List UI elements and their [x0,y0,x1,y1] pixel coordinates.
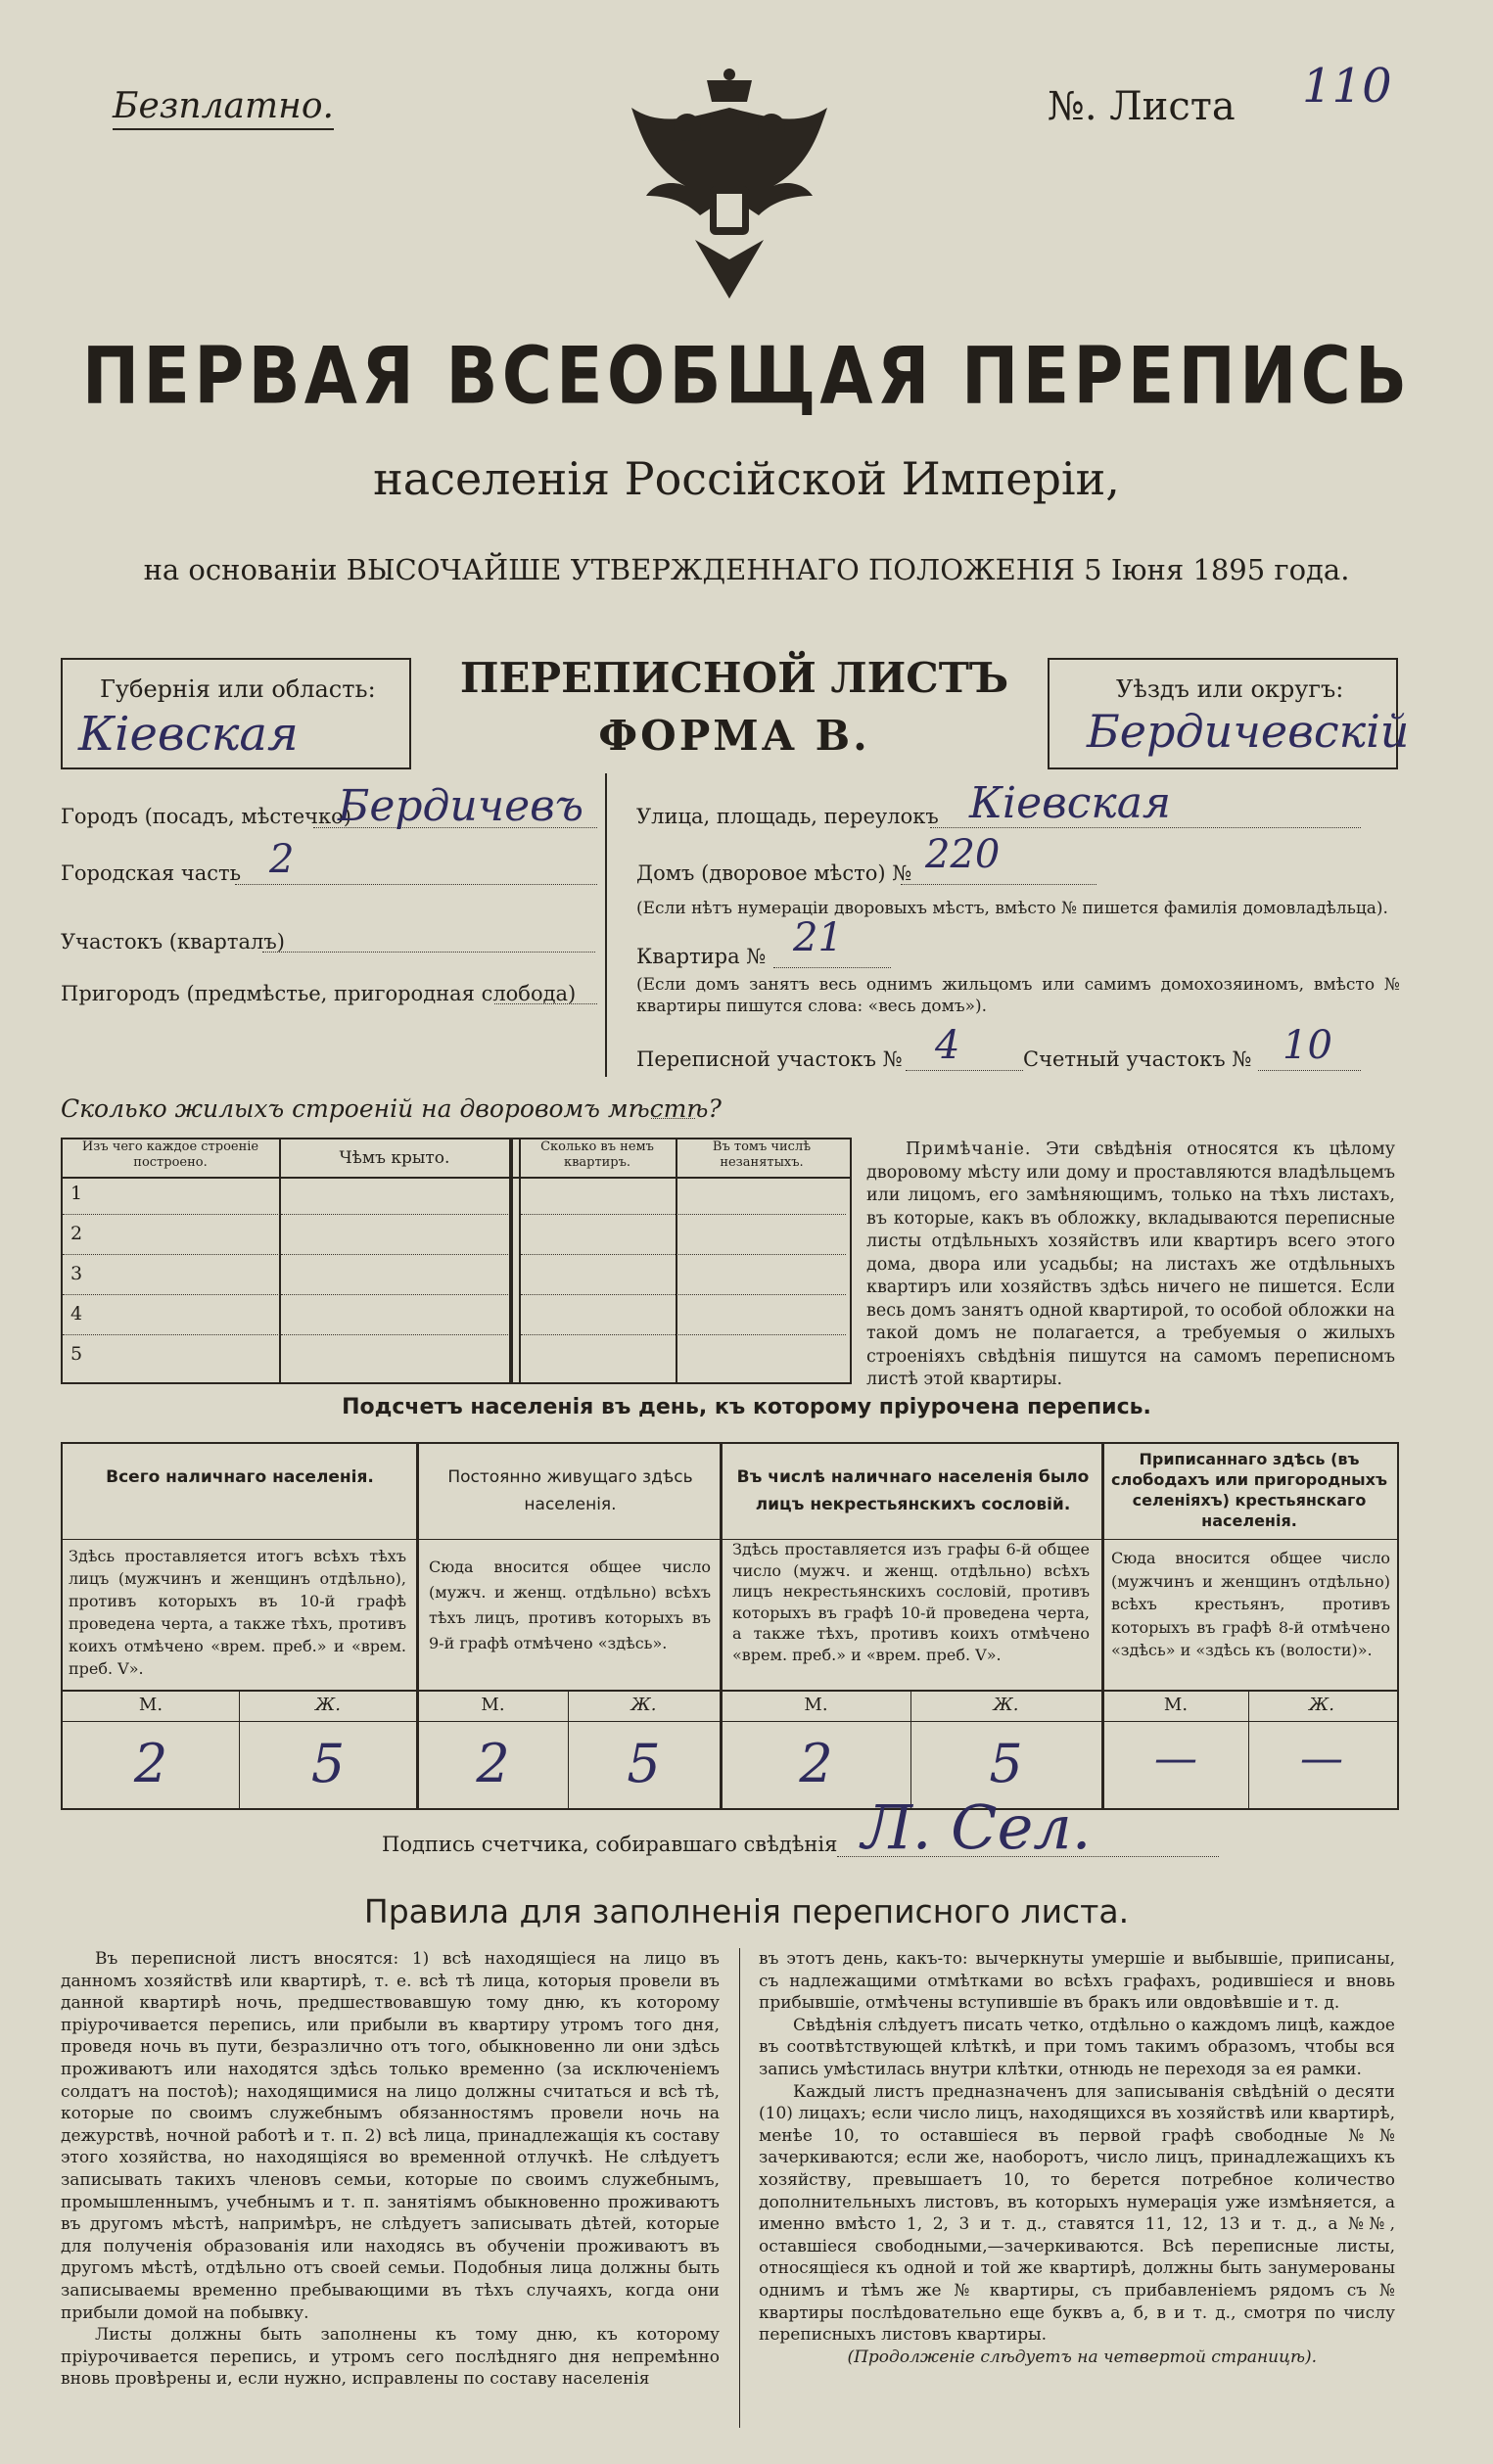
pop-col2-f-label: Ж. [630,1695,657,1715]
buildings-note-text: Эти свѣдѣнія относятся къ цѣлому дворовому мѣсту или дому и проставляются владѣльцемъ или лицомъ, его замѣняющимъ, только на тѣхъ листахъ, въ которые, какъ въ обложку, вкладываются переписные листы отдѣльныхъ хозяйствъ или квартиръ всего этого дома, двора или усадьбы; на листахъ же отдѣльныхъ квартиръ или хозяйствъ здѣсь ничего не пишется. Если весь домъ занятъ одной квартирой, то особой обложки на такой домъ не полагается, а требуемыя о жилыхъ строеніяхъ свѣдѣнія пишутся на самомъ переписномъ листѣ этой квартиры. [866,1139,1395,1389]
main-title: ПЕРВАЯ ВСЕОБЩАЯ ПЕРЕПИСЬ [81,329,1412,423]
population-title: Подсчетъ населенія въ день, къ которому пріурочена перепись. [342,1395,1151,1419]
count-district-label: Счетный участокъ № [1023,1047,1252,1071]
city-value: Бердичевъ [338,781,584,831]
rules-continuation: (Продолженіе слѣдуетъ на четвертой страницѣ). [847,2347,1317,2367]
pop-col3-f-label: Ж. [993,1695,1019,1715]
pop-col2-m-value: 2 [476,1733,510,1794]
province-label: Губернія или область: [100,675,376,703]
rules-left-column [61,1948,720,2391]
imperial-eagle-icon [627,69,832,313]
street-label: Улица, площадь, переулокъ [636,805,939,828]
rules-right-para3: Каждый листъ предназначенъ для записыванія свѣдѣній о десяти (10) лицахъ; если число лицъ, находящихся въ хозяйствѣ или квартирѣ, менѣе 10, то оставшіеся въ первой графѣ свободные №№ зачеркиваются; если же, наоборотъ, число лицъ, принадлежащихъ къ хозяйству, превышаетъ 10, то берется потребное количество дополнительныхъ листовъ, въ которыхъ нумерація уже измѣняется, а именно вмѣсто 1, 2, 3 и т. д., ставятся 11, 12, 13 и т. д., а №№, оставшіеся свободными,—зачеркиваются. Всѣ переписные листы, относящіеся къ одной и той же квартирѣ, должны быть занумерованы однимъ и тѣмъ же № квартиры, съ прибавленіемъ рядомъ съ № квартиры послѣдовательно еще буквъ а, б, в и т. д., смотря по числу переписныхъ листовъ квартиры. [759,2081,1395,2346]
count-district-value: 10 [1283,1023,1332,1068]
street-value: Кіевская [969,778,1172,828]
rules-right-column [759,1948,1395,2368]
pop-col3-f-value: 5 [989,1733,1023,1794]
city-part-label: Городская часть [61,861,242,885]
house-label: Домъ (дворовое мѣсто) № [636,861,912,885]
district-value: Бердичевскій [1087,705,1410,758]
buildings-head-material: Изъ чего каждое строеніе построено. [81,1139,259,1170]
pop-col3-m-value: 2 [799,1733,833,1794]
district-label: Уѣздъ или округъ: [1116,675,1344,703]
buildings-table [61,1138,852,1384]
buildings-head-apartments: Сколько въ немъ квартиръ. [540,1139,654,1170]
apartment-value: 21 [793,915,843,960]
signature-label: Подпись счетчика, собиравшаго свѣдѣнія [382,1833,838,1856]
pop-col2-head: Постоянно живущаго здѣсь населенія. [447,1467,693,1514]
legal-basis: на основаніи ВЫСОЧАЙШЕ УТВЕРЖДЕННАГО ПОЛОЖЕНІЯ 5 Іюня 1895 года. [143,553,1350,586]
census-district-label: Переписной участокъ № [636,1047,903,1071]
subtitle: населенія Россійской Имперіи, [373,452,1120,505]
apartment-label: Квартира № [636,945,767,968]
pop-col4-f-value: — [1300,1734,1343,1784]
pop-col4-f-label: Ж. [1309,1695,1334,1715]
free-label: Безплатно. [113,86,334,130]
pop-col2-desc: Сюда вносится общее число (мужч. и женщ. отдѣльно) всѣхъ тѣхъ лицъ, противъ которыхъ въ 9-й графѣ отмѣчено «здѣсь». [429,1557,711,1652]
buildings-note-lead: Примѣчаніе. [906,1139,1032,1159]
sheet-number-label: №. Листа [1048,84,1236,129]
pop-col1-m-label: М. [138,1695,163,1715]
pop-col3-head: Въ числѣ наличнаго населенія было лицъ некрестьянскихъ сословій. [736,1467,1090,1514]
rules-left-para2: Листы должны быть заполнены къ тому дню, къ которому пріурочивается перепись, и утромъ сего послѣдняго дня непремѣнно вновь провѣрены и, если нужно, исправлены по составу населенія [61,2325,720,2390]
rules-title: Правила для заполненія переписного листа. [363,1892,1130,1930]
buildings-row-3: 3 [70,1263,83,1284]
buildings-row-2: 2 [70,1223,83,1244]
rules-left-para1: Въ переписной листъ вносятся: 1) всѣ находящіеся на лицо въ данномъ хозяйствѣ или квартирѣ, т. е. всѣ тѣ лица, которыя провели въ данной квартирѣ ночь, предшествовавшую тому дню, къ которому пріурочивается перепись, или прибыли въ квартиру утромъ того дня, проведя ночь въ пути, безразлично отъ того, обыкновенно ли они здѣсь проживаютъ или находятся здѣсь только временно (за исключеніемъ солдатъ на постоѣ); находящимися на лицо должны считаться и всѣ тѣ, которые по своимъ служебнымъ обязанностямъ провели ночь на дежурствѣ, ночной работѣ и т. п. 2) всѣ лица, принадлежащія къ составу этого хозяйства, но находящіяся во временной отлучкѣ. Не слѣдуетъ записывать такихъ членовъ семьи, которые по своимъ служебнымъ, промышленнымъ, учебнымъ и т. п. занятіямъ обыкновенно проживаютъ въ другомъ мѣстѣ, напримѣръ, не слѣдуетъ записывать дѣтей, которые для полученія образованія или находясь въ обученіи проживаютъ въ другомъ мѣстѣ, отдѣльно отъ своей семьи. Подобныя лица должны быть записываемы временно пребывающими въ тѣхъ случаяхъ, когда они прибыли домой на побывку. [61,1949,720,2323]
pop-col4-m-value: — [1154,1734,1197,1784]
house-value: 220 [925,832,1001,877]
rules-right-para1: въ этотъ день, какъ-то: вычеркнуты умершіе и выбывшіе, приписаны, съ надлежащими отмѣтками во всѣхъ графахъ, родившіеся и вновь прибывшіе, отмѣчены вступившіе въ бракъ или овдовѣвшіе и т. д. [759,1949,1395,2014]
buildings-row-4: 4 [70,1303,83,1325]
buildings-head-roof: Чѣмъ крыто. [339,1148,450,1168]
pop-col1-m-value: 2 [133,1733,168,1794]
signature-value: Л. Сел. [862,1791,1092,1863]
buildings-note [866,1139,1395,1392]
city-label: Городъ (посадъ, мѣстечко) [61,805,352,828]
province-value: Кіевская [78,707,299,762]
sheet-number-value: 110 [1302,59,1392,114]
pop-col4-head: Приписаннаго здѣсь (въ слободахъ или пригородныхъ селеніяхъ) крестьянскаго населенія. [1110,1450,1387,1530]
pop-col2-m-label: М. [481,1695,505,1715]
pop-col1-f-value: 5 [310,1733,346,1794]
apartment-note: (Если домъ занятъ весь однимъ жильцомъ или самимъ домохозяиномъ, вмѣсто № квартиры пишутся слова: «весь домъ»). [636,975,1400,1016]
pop-col3-desc: Здѣсь проставляется изъ графы 6-й общее число (мужч. и женщ. отдѣльно) всѣхъ лицъ некрестьянскихъ сословій, противъ которыхъ въ графѣ 10-й проведена черта, а также тѣхъ, противъ коихъ отмѣчено «врем. преб.» и «врем. преб. V». [732,1540,1090,1664]
buildings-question: Сколько жилыхъ строеній на дворовомъ мѣстѣ? [61,1094,722,1123]
rules-divider [739,1948,740,2428]
sheet-title: ПЕРЕПИСНОЙ ЛИСТЪ [459,654,1009,702]
pop-col4-desc: Сюда вносится общее число (мужчинъ и женщинъ отдѣльно) всѣхъ крестьянъ, противъ которыхъ въ графѣ 8-й отмѣчено «здѣсь» и «здѣсь къ (волости)». [1111,1549,1390,1659]
address-divider [605,773,607,1077]
city-part-value: 2 [269,837,295,882]
suburb-label: Пригородъ (предмѣстье, пригородная слобода) [61,982,577,1005]
buildings-head-vacant: Въ томъ числѣ незанятыхъ. [712,1139,812,1170]
census-district-value: 4 [935,1023,960,1068]
buildings-row-5: 5 [70,1343,83,1365]
pop-col3-m-label: М. [804,1695,828,1715]
pop-col4-m-label: М. [1163,1695,1189,1715]
pop-col1-head: Всего наличнаго населенія. [106,1467,374,1487]
pop-col1-f-label: Ж. [315,1695,341,1715]
rules-right-para2: Свѣдѣнія слѣдуетъ писать четко, отдѣльно о каждомъ лицѣ, каждое въ соотвѣтствующей клѣткѣ, и при томъ такимъ образомъ, чтобы вся запись умѣстилась внутри клѣтки, отнюдь не переходя за ея рамки. [759,2015,1395,2079]
precinct-label: Участокъ (кварталъ) [61,930,285,953]
buildings-row-1: 1 [70,1183,83,1204]
form-name: ФОРМА В. [598,712,870,760]
pop-col2-f-value: 5 [627,1733,661,1794]
pop-col1-desc: Здѣсь проставляется итогъ всѣхъ тѣхъ лицъ (мужчинъ и женщинъ отдѣльно), противъ которыхъ въ 10-й графѣ проведена черта, а также тѣхъ, противъ коихъ отмѣчено «врем. преб.» и «врем. преб. V». [69,1547,406,1678]
house-note: (Если нѣтъ нумераціи дворовыхъ мѣстъ, вмѣсто № пишется фамилія домовладѣльца). [636,899,1388,918]
